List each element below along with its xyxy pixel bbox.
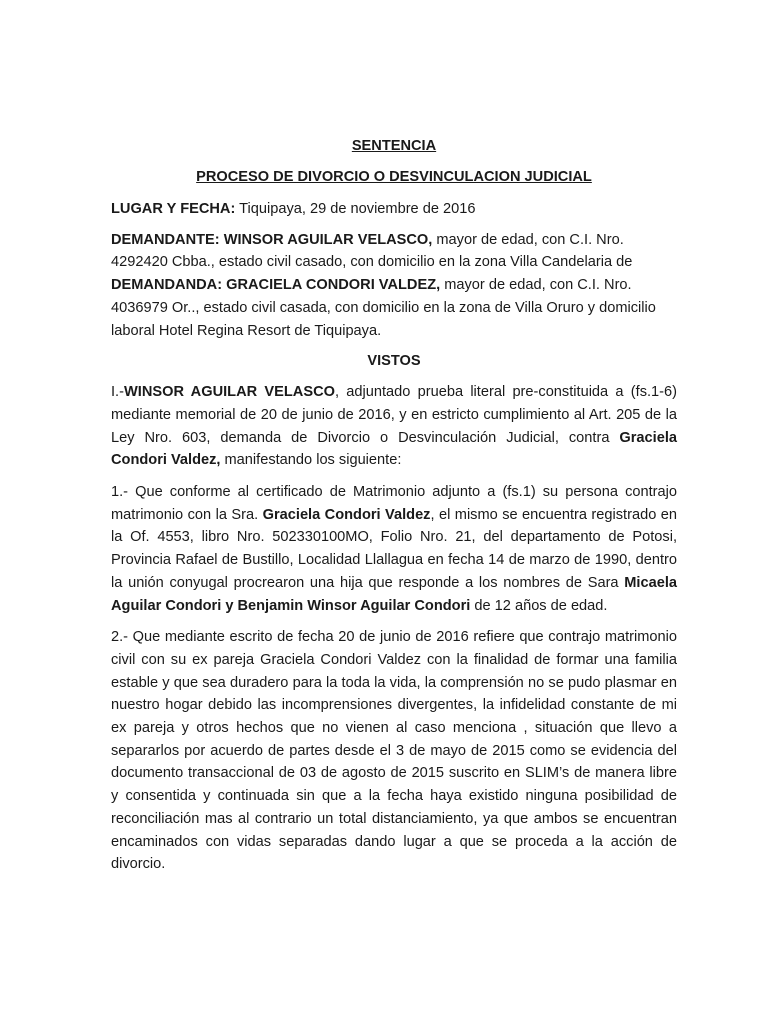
paragraph-1 xyxy=(111,381,677,472)
lugar-text: Tiquipaya, 29 de noviembre de 2016 xyxy=(235,201,476,217)
p2-text2: , el mismo se encuentra registrado en la Of. 4553, libro Nro. 502330100MO, Folio Nro. 21, del departamento de Potosi, Provincia Rafael de Bustillo, Localidad Llallagua en fecha 14 de marzo de 1990, dentro la unión conyugal procrearon una hija que responde a los nombres de Sara xyxy=(111,506,677,591)
p2-text1: 1.- Que conforme al certificado de Matrimonio adjunto a (fs.1) su persona contrajo matrimonio con la Sra. xyxy=(111,484,677,523)
demandada-text: mayor de edad, con C.I. Nro. 4036979 Or.., estado civil casada, con domicilio en la zona de Villa Oruro y domicilio laboral Hotel Regina Resort de Tiquipaya. xyxy=(111,277,656,339)
p1-text: , adjuntado prueba literal pre-constituida a (fs.1-6) mediante memorial de 20 de junio de 2016, y en estricto cumplimiento al Art. 205 de la Ley Nro. 603, demanda de Divorcio o Desvinculación Judicial, contra xyxy=(111,384,677,446)
paragraph-3: 2.- Que mediante escrito de fecha 20 de junio de 2016 refiere que contrajo matrimonio civil con su ex pareja Graciela Condori Valdez con la finalidad de formar una familia estable y que sea duradero para la toda la vida, la comprensión no se pudo plasmar en nuestro hogar debido las incomprensiones divergentes, la infidelidad constante de mi ex pareja y otros hechos que no vienen al caso menciona , situación que llevo a separarlos por acuerdo de partes desde el 3 de mayo de 2015 como se evidencia del documento transaccional de 03 de agosto de 2015 suscrito en SLIM’s de manera libre y consentida y continuada sin que a la fecha haya existido ninguna posibilidad de reconciliación mas al contrario un total distanciamiento, ya que ambos se encuentran encaminados con vidas separadas dando lugar a que se proceda a la acción de divorcio. xyxy=(111,629,677,873)
parties-block xyxy=(111,229,677,343)
document-subtitle: PROCESO DE DIVORCIO O DESVINCULACION JUDICIAL xyxy=(196,169,592,185)
p2-name2: Micaela Aguilar Condori y Benjamin Winsor Aguilar Condori xyxy=(111,574,677,614)
p2-name1: Graciela Condori Valdez xyxy=(262,506,431,523)
demandante-text: mayor de edad, con C.I. Nro. 4292420 Cbba., estado civil casado, con domicilio en la zona Villa Candelaria de xyxy=(111,231,633,271)
document-body xyxy=(111,136,677,876)
p1-text2: manifestando los siguiente: xyxy=(220,452,402,469)
p1-name: WINSOR AGUILAR VELASCO xyxy=(123,384,335,401)
p1-prefix: I.- xyxy=(111,384,124,401)
paragraph-2 xyxy=(111,481,677,617)
demandante-label: DEMANDANTE: WINSOR AGUILAR VELASCO, xyxy=(111,231,433,248)
lugar-label: LUGAR Y FECHA: xyxy=(111,201,236,217)
vistos-heading: VISTOS xyxy=(367,353,421,370)
document-title: SENTENCIA xyxy=(351,138,437,154)
p1-name2: Graciela Condori Valdez, xyxy=(111,429,677,469)
p2-text3: de 12 años de edad. xyxy=(470,597,608,614)
demandada-label: DEMANDANDA: GRACIELA CONDORI VALDEZ, xyxy=(111,277,441,294)
lugar-fecha-line xyxy=(111,198,677,221)
